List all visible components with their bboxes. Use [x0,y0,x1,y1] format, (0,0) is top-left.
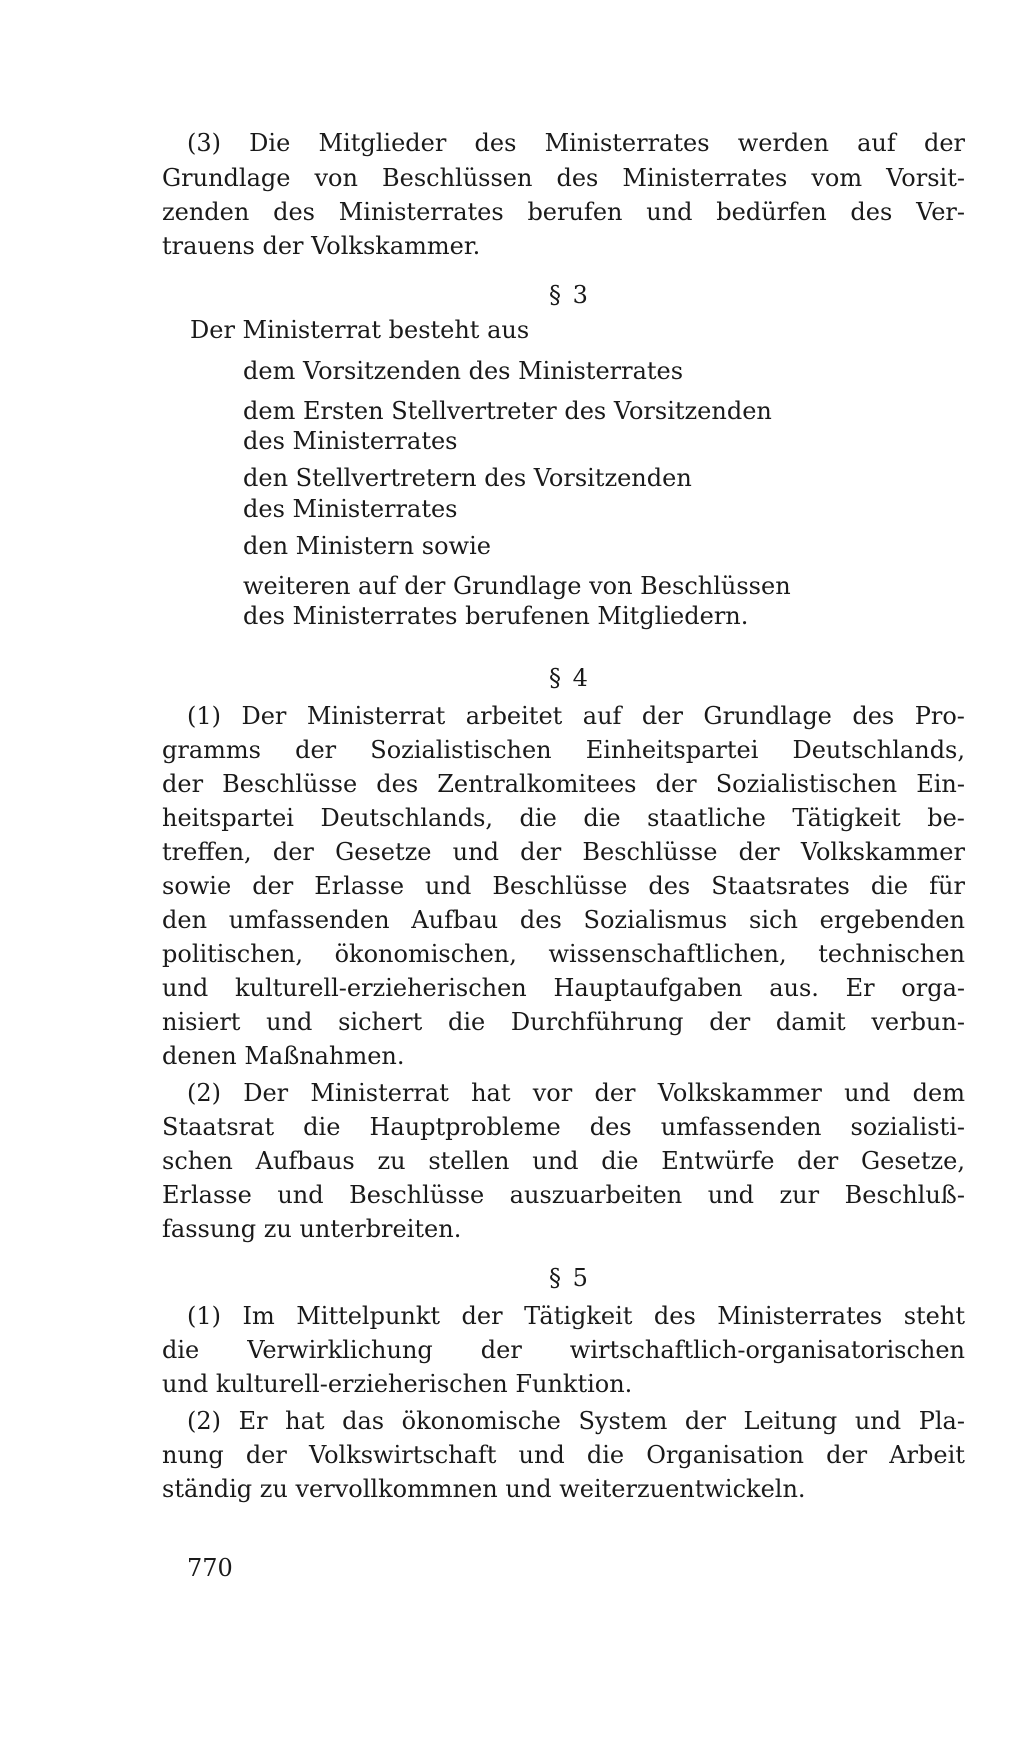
section-5-heading: § 5 [549,1264,590,1292]
word: die [519,804,557,832]
word: der [162,770,204,798]
word: Aufbau [411,906,499,934]
s4p2-line [162,1180,965,1210]
word: von [314,164,358,192]
word: der [684,1407,726,1435]
word: der [923,129,965,157]
word: Ver- [916,198,965,226]
word: dem [912,1079,965,1107]
word: Deutschlands, [320,804,494,832]
section-4-heading: § 4 [549,664,590,692]
word: Beschlüssen [381,164,533,192]
word: schen [162,1147,233,1175]
word: auf [582,702,622,730]
word: Staatsrates [711,872,850,900]
word: zur [779,1181,820,1209]
word: damit [775,1008,846,1036]
word: sowie [162,872,232,900]
word: Staatsrat [162,1113,275,1141]
word: (3) [187,129,221,157]
word: des [648,872,691,900]
word: Deutschlands, [792,736,965,764]
s5p2-line [187,1406,965,1436]
word: Beschlüsse [582,838,718,866]
word: die [303,1113,341,1141]
word: sichert [338,1008,423,1036]
word: nisiert [162,1008,241,1036]
word: die [870,872,909,900]
word: wirtschaftlich-organisatorischen [569,1336,965,1364]
word: Ein- [916,770,965,798]
word: kulturell-erzieherischen [234,974,527,1002]
list-item: den Stellvertretern des Vorsitzenden [243,464,692,492]
para3-line-4: trauens der Volkskammer. [162,232,481,260]
word: Sozialismus [583,906,728,934]
word: Ministerrates [338,198,504,226]
s4p1-line: denen Maßnahmen. [162,1042,405,1070]
word: der [480,1336,522,1364]
s4p1-line [162,871,965,901]
word: und [532,1147,579,1175]
list-item: dem Ersten Stellvertreter des Vorsitzenden [243,397,772,425]
word: der [295,736,337,764]
word: des [852,702,895,730]
word: Ministerrat [306,702,446,730]
word: die [447,1008,486,1036]
word: Aufbaus [255,1147,355,1175]
word: der [245,1441,287,1469]
word: orga- [901,974,965,1002]
word: stellen [428,1147,510,1175]
word: Durchführung [510,1008,684,1036]
list-item: weiteren auf der Grundlage von Beschlüssen [243,572,791,600]
word: Sozialistischen [715,770,898,798]
word: Vorsit- [886,164,965,192]
word: der [641,702,683,730]
word: berufen [527,198,623,226]
s4p1-line [162,837,965,867]
word: Gesetze, [860,1147,965,1175]
s4p1-line [187,701,965,731]
word: des [589,1113,632,1141]
s4p2-line [187,1078,965,1108]
word: nung [162,1441,224,1469]
word: der [797,1147,839,1175]
word: werden [737,129,829,157]
word: technischen [818,940,965,968]
word: Hauptaufgaben [553,974,743,1002]
word: (1) [187,1302,221,1330]
word: und [162,974,209,1002]
word: arbeitet [465,702,563,730]
para3-line-3 [162,197,965,227]
word: den [162,906,208,934]
word: wissenschaftlichen, [548,940,787,968]
word: hat [285,1407,325,1435]
word: des [474,129,517,157]
word: und [707,1181,754,1209]
word: umfassenden [228,906,390,934]
para3-line-2 [162,163,965,193]
s5p1-line [187,1301,965,1331]
word: Grundlage [703,702,832,730]
s5p2-line [162,1440,965,1470]
word: (1) [187,702,221,730]
word: hat [471,1079,511,1107]
list-item: des Ministerrates berufenen Mitgliedern. [243,602,749,630]
s5p2-line: ständig zu vervollkommnen und weiterzuentwickeln. [162,1475,806,1503]
s5p1-line: und kulturell-erzieherischen Funktion. [162,1370,633,1398]
list-item: des Ministerrates [243,495,458,523]
word: der [738,838,780,866]
word: Erlasse [314,872,405,900]
word: und [854,1407,902,1435]
word: Arbeit [889,1441,965,1469]
word: sich [749,906,798,934]
word: Gesetze [335,838,432,866]
word: die [586,1441,625,1469]
word: Die [249,129,291,157]
word: und [518,1441,565,1469]
s4p2-line [162,1146,965,1176]
s4p1-line [162,735,965,765]
s5p1-line [162,1335,965,1365]
list-item: des Ministerrates [243,427,458,455]
word: sozialisti- [850,1113,965,1141]
word: bedürfen [716,198,827,226]
s4p1-line [162,973,965,1003]
word: der [461,1302,503,1330]
word: Hauptprobleme [369,1113,561,1141]
word: und [425,872,472,900]
word: der [709,1008,751,1036]
word: Beschlüsse [492,872,628,900]
word: heitspartei [162,804,294,832]
word: Beschluß- [844,1181,965,1209]
word: (2) [187,1079,221,1107]
s4p2-line: fassung zu unterbreiten. [162,1215,462,1243]
s4p2-line [162,1112,965,1142]
word: und [266,1008,313,1036]
word: politischen, [162,940,303,968]
word: Er [845,974,875,1002]
word: treffen, [162,838,252,866]
word: be- [927,804,965,832]
s4p1-line [162,1007,965,1037]
word: Ministerrates [544,129,710,157]
word: Pla- [918,1407,965,1435]
word: die [162,1336,200,1364]
word: vor [532,1079,573,1107]
word: auf [857,129,896,157]
s4p1-line [162,939,965,969]
word: Entwürfe [661,1147,775,1175]
word: staatliche [647,804,766,832]
word: Einheitspartei [585,736,759,764]
word: Erlasse [162,1181,252,1209]
list-item: dem Vorsitzenden des Ministerrates [243,357,684,385]
word: auszuarbeiten [509,1181,683,1209]
word: Organisation [646,1441,805,1469]
word: die [601,1147,639,1175]
word: zenden [162,198,250,226]
section-3-intro: Der Ministerrat besteht aus [190,316,530,344]
section-3-heading: § 3 [549,281,590,309]
word: Er [238,1407,268,1435]
word: Pro- [914,702,965,730]
word: und [452,838,499,866]
word: Ministerrates [717,1302,883,1330]
word: ergebenden [819,906,965,934]
word: der [252,872,294,900]
word: Ministerrat [310,1079,449,1107]
word: Tätigkeit [524,1302,633,1330]
word: umfassenden [660,1113,822,1141]
list-item: den Ministern sowie [243,532,491,560]
word: Mittelpunkt [296,1302,441,1330]
word: Im [242,1302,275,1330]
word: Leitung [743,1407,838,1435]
word: ökonomischen, [334,940,517,968]
word: (2) [187,1407,221,1435]
word: Beschlüsse [222,770,358,798]
word: verbun- [871,1008,965,1036]
word: Volkskammer [657,1079,822,1107]
word: aus. [769,974,819,1002]
word: vom [811,164,863,192]
word: Grundlage [162,164,291,192]
s4p1-line [162,803,965,833]
word: Volkskammer [800,838,965,866]
word: Zentralkomitees [437,770,637,798]
word: der [272,838,314,866]
word: der [594,1079,636,1107]
para3-line-1 [187,128,965,158]
word: der [520,838,562,866]
word: gramms [162,736,261,764]
word: Der [241,702,287,730]
word: der [655,770,697,798]
word: und [277,1181,324,1209]
word: Tätigkeit [792,804,901,832]
word: Ministerrates [622,164,788,192]
word: und [844,1079,891,1107]
word: für [929,872,965,900]
word: des [653,1302,696,1330]
word: der [826,1441,868,1469]
word: Volkswirtschaft [308,1441,497,1469]
s4p1-line [162,905,965,935]
word: System [578,1407,668,1435]
word: Beschlüsse [349,1181,485,1209]
word: des [556,164,599,192]
word: Der [243,1079,289,1107]
word: des [850,198,893,226]
page-number: 770 [187,1554,233,1582]
word: zu [377,1147,406,1175]
word: und [646,198,693,226]
word: Verwirklichung [247,1336,433,1364]
word: Mitglieder [318,129,447,157]
word: Sozialistischen [370,736,552,764]
word: des [273,198,315,226]
word: des [376,770,419,798]
word: das [342,1407,385,1435]
word: des [519,906,562,934]
s4p1-line [162,769,965,799]
word: die [583,804,621,832]
word: steht [903,1302,965,1330]
word: ökonomische [401,1407,561,1435]
